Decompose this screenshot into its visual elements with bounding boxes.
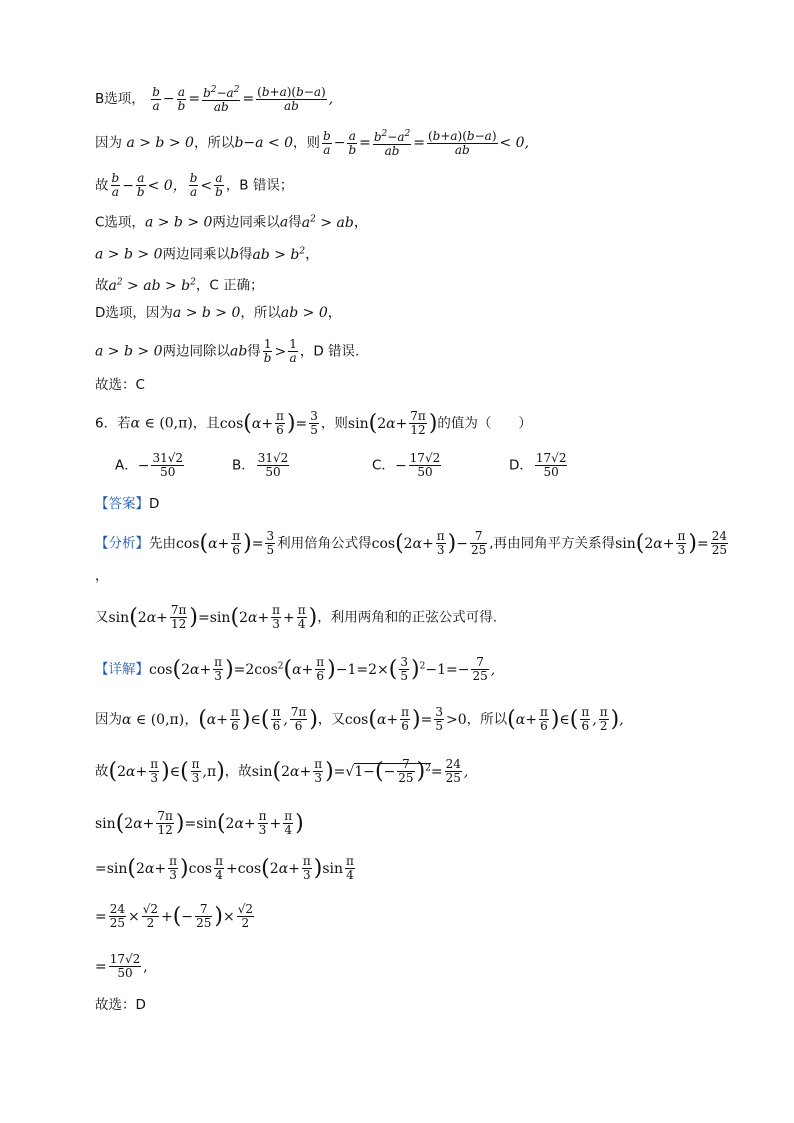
c-option-label: C选项， bbox=[95, 214, 145, 231]
line-c-option: C选项，a > b > 0两边同乘以a得$a^2$ > ab， bbox=[95, 214, 368, 231]
detail-line-2: 因为α ∈ (0,π)，(α+ $\frac{\pi}{6}$ )∈( $\frac{\pi}{6}$ , $\frac{7\pi}{6}$ )，又cos(α+ $\frac{\pi}{6}$ )= $\frac{3}{5}$ >0，所以(α+ $\frac{\pi}{6}$ )∈( $\frac{\pi}{6}$ , $\frac{\pi}{2}$ ), bbox=[95, 705, 624, 733]
analysis-line-2: 又sin(2α+ $\frac{7\pi}{12}$ )=sin(2α+ $\frac{\pi}{3}$ + $\frac{\pi}{4}$ )，利用两角和的正弦公式可得. bbox=[95, 603, 498, 631]
detail-line-4: sin(2α+ $\frac{7\pi}{12}$ )=sin(2α+ $\frac{\pi}{3}$ + $\frac{\pi}{4}$ ) bbox=[95, 809, 304, 837]
options-row bbox=[95, 452, 715, 482]
formula-b2: $\frac{b}{a}$ − $\frac{a}{b}$ = $\frac{b^2-a^2}{ab}$ = $\frac{(b+a)(b-a)}{ab}$ < 0, bbox=[323, 128, 530, 158]
formula-b1: $\frac{b}{a}$ − $\frac{a}{b}$ = $\frac{b^2-a^2}{ab}$ = $\frac{(b+a)(b-a)}{ab}$ , bbox=[152, 84, 334, 114]
answer-value: D bbox=[149, 496, 160, 512]
line-d-option: D选项，因为a > b > 0，所以ab > 0， bbox=[95, 305, 342, 321]
analysis-line: 【分析】先由cos(α+ $\frac{\pi}{6}$ )= $\frac{3}{5}$ 利用倍角公式得cos(2α+ $\frac{\pi}{3}$ )− $\frac{7}{25}$ ,再由同角平方关系得sin(2α+ $\frac{\pi}{3}$ )= $\frac{24}{25}$ bbox=[95, 529, 727, 557]
analysis-comma: ， bbox=[95, 568, 109, 584]
formula-b-minus-a: b−a < 0 bbox=[234, 135, 294, 151]
line-c-correct: 故$a^2$ > ab > $b^2$，C 正确； bbox=[95, 277, 264, 294]
option-d[interactable]: D． $\frac{17√2}{50}$ bbox=[509, 451, 567, 479]
line-b-option bbox=[95, 84, 333, 114]
analysis-tag: 【分析】 bbox=[95, 535, 149, 552]
question-6: 6．若α ∈ (0,π)，且cos(α+ $\frac{\pi}{6}$ )= $\frac{3}{5}$ ，则sin(2α+ $\frac{7\pi}{12}$ )的值为（ ） bbox=[95, 409, 532, 437]
option-a[interactable]: A．− $\frac{31√2}{50}$ bbox=[115, 451, 184, 479]
detail-line-3: 故(2α+ $\frac{\pi}{3}$ )∈( $\frac{\pi}{3}$ ,π)，故sin(2α+ $\frac{\pi}{3}$ )=√1−(− $\frac{7}{25}$ )$^2$= $\frac{24}{25}$ , bbox=[95, 757, 469, 786]
answer-line bbox=[95, 494, 159, 514]
choose-c: 故选：C bbox=[95, 377, 145, 393]
formula-b3: $\frac{b}{a}$ − $\frac{a}{b}$ < 0， $\frac{b}{a}$ < $\frac{a}{b}$ bbox=[111, 171, 223, 199]
choose-d: 故选：D bbox=[95, 997, 146, 1013]
line-d-wrong: a > b > 0两边同除以ab得 $\frac{1}{b}$ > $\frac{1}{a}$ ，D 错误. bbox=[95, 337, 360, 365]
detail-line-5: =sin(2α+ $\frac{\pi}{3}$ )cos $\frac{\pi}{4}$ +cos(2α+ $\frac{\pi}{3}$ )sin $\frac{\pi}{4}$ bbox=[95, 854, 354, 882]
because-then: ，则 bbox=[293, 135, 321, 151]
b-wrong: ，B 错误； bbox=[225, 177, 294, 194]
because-mid: ，所以 bbox=[193, 135, 235, 151]
option-b[interactable]: B． $\frac{31√2}{50}$ bbox=[232, 451, 289, 479]
line-so-b bbox=[95, 172, 293, 199]
detail-line-7: = $\frac{17√2}{50}$ , bbox=[95, 952, 148, 980]
detail-line-1: 【详解】cos(2α+ $\frac{\pi}{3}$ )$=2\cos^2(\alpha+$ $\frac{\pi}{6}$ )−1=2×( $\frac{3}{5}$ )$^2$−1=− $\frac{7}{25}$ , bbox=[95, 655, 496, 684]
line-because bbox=[95, 128, 529, 158]
option-c[interactable]: C．− $\frac{17√2}{50}$ bbox=[372, 451, 441, 479]
detail-tag: 【详解】 bbox=[95, 661, 149, 678]
line-c-b: a > b > 0两边同乘以b得ab > $b^2$， bbox=[95, 246, 320, 263]
so-label: 故 bbox=[95, 177, 109, 194]
answer-tag: 【答案】 bbox=[95, 496, 149, 512]
formula-a-gt-b: a > b > 0 bbox=[126, 135, 194, 151]
b-option-label: B选项， bbox=[95, 91, 145, 107]
detail-line-6: = $\frac{24}{25}$ × $\frac{√2}{2}$ +(− $\frac{7}{25}$ )× $\frac{√2}{2}$ bbox=[95, 902, 253, 930]
because-label: 因为 bbox=[95, 135, 122, 151]
